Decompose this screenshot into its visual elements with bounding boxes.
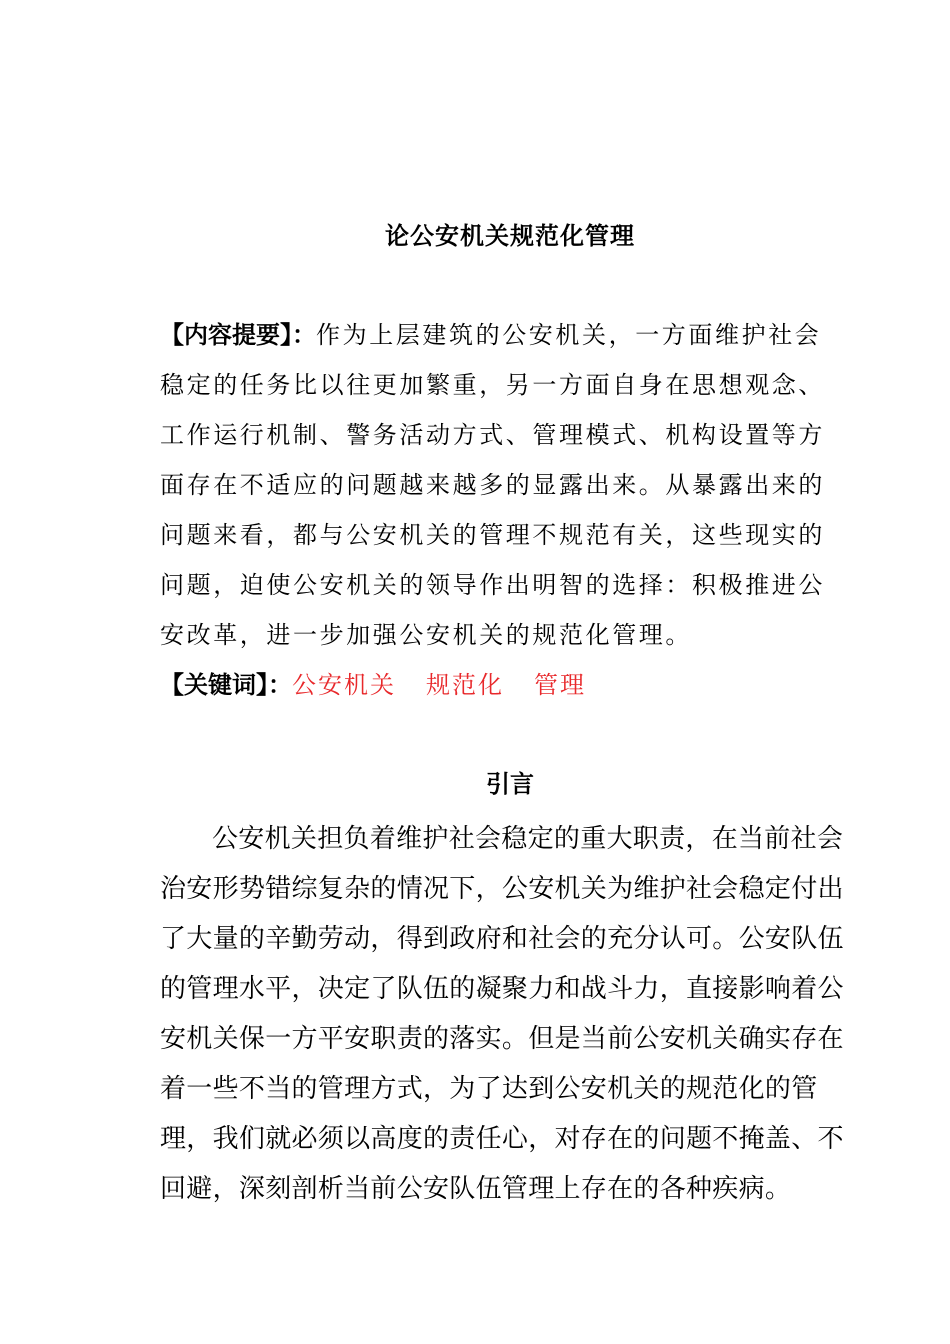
abstract-paragraph: [160, 310, 830, 660]
abstract-text: 作为上层建筑的公安机关，一方面维护社会稳定的任务比以往更加繁重，另一方面自身在思想观念、工作运行机制、警务活动方式、管理模式、机构设置等方面存在不适应的问题越来越多的显露出来。从暴露出来的问题来看，都与公安机关的管理不规范有关，这些现实的问题，迫使公安机关的领导作出明智的选择：积极推进公安改革，进一步加强公安机关的规范化管理。: [160, 321, 825, 649]
keyword-item: 公安机关: [292, 671, 396, 699]
document-title: 论公安机关规范化管理: [385, 221, 635, 250]
keywords-label: 【关键词】：: [160, 671, 292, 699]
keywords-line: [160, 660, 830, 710]
keyword-item: 规范化: [426, 671, 504, 699]
abstract-label: 【内容提要】：: [160, 321, 316, 349]
introduction-paragraph: 公安机关担负着维护社会稳定的重大职责，在当前社会治安形势错综复杂的情况下，公安机关为维护社会稳定付出了大量的辛勤劳动，得到政府和社会的充分认可。公安队伍的管理水平，决定了队伍的凝聚力和战斗力，直接影响着公安机关保一方平安职责的落实。但是当前公安机关确实存在着一些不当的管理方式，为了达到公安机关的规范化的管理，我们就必须以高度的责任心，对存在的问题不掩盖、不回避，深刻剖析当前公安队伍管理上存在的各种疾病。: [160, 824, 844, 1204]
keyword-item: 管理: [534, 671, 586, 699]
introduction-heading: 引言: [486, 770, 534, 798]
